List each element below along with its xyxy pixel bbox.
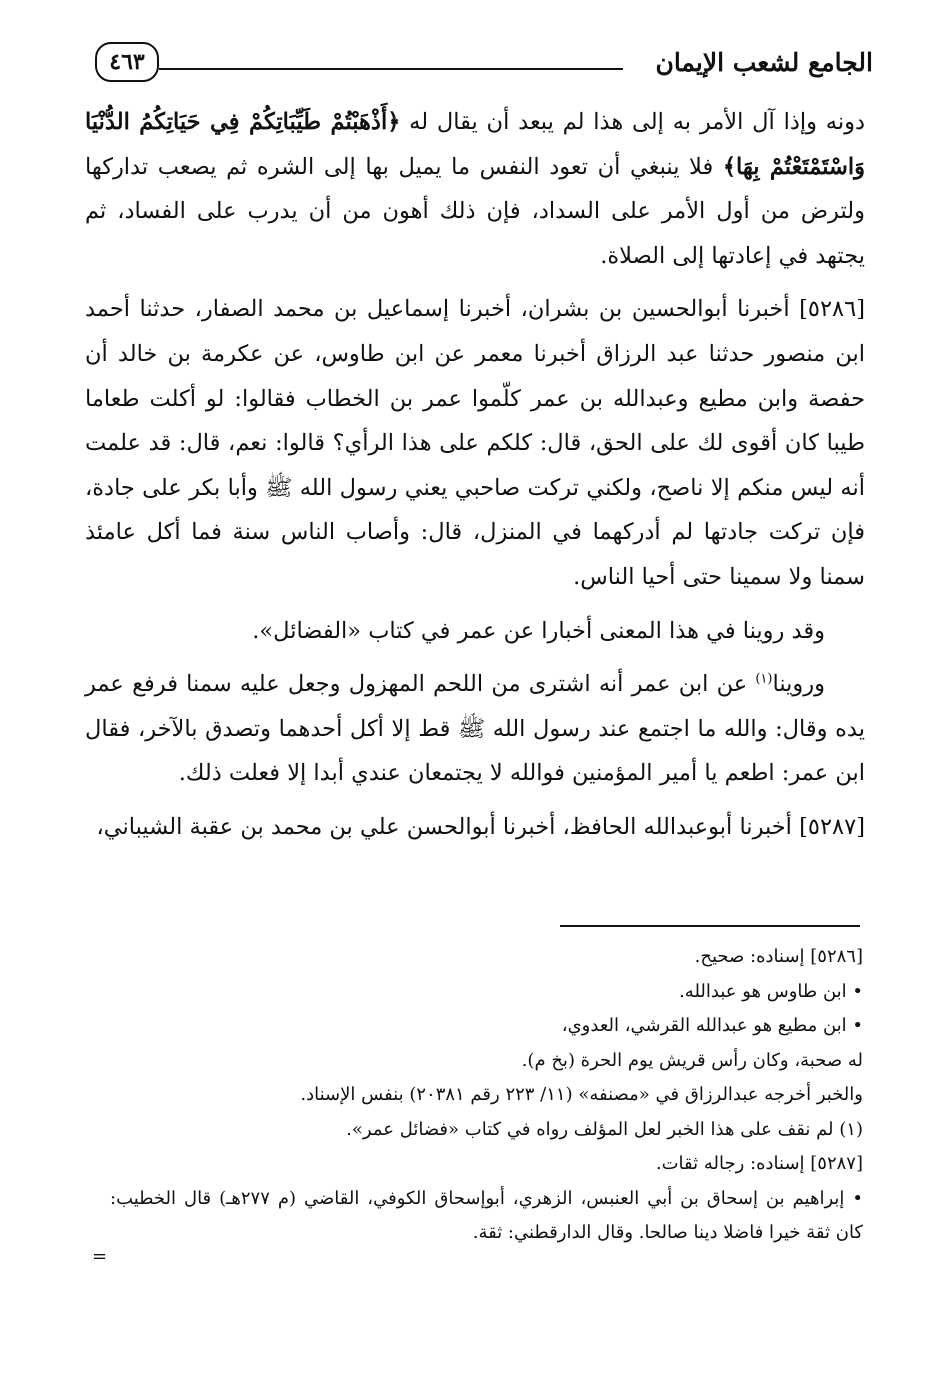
footnote-note: • ابن طاوس هو عبدالله. bbox=[679, 980, 863, 1002]
continuation-mark: = bbox=[92, 1246, 108, 1267]
paragraph-1-end: فلا ينبغي أن تعود النفس ما يميل بها إلى الشره ثم يصعب تداركها ولترض من أول الأمر على السداد، فإن ذلك أهون من أن يدرب على الفساد، ثم يجتهد في إعادتها إلى الصلاة. bbox=[85, 153, 865, 269]
header-rule bbox=[159, 68, 623, 70]
paragraph-1 bbox=[85, 100, 865, 278]
footnote-note: والخبر أخرجه عبدالرزاق في «مصنفه» (١١/ ٢٢٣ رقم ٢٠٣٨١) بنفس الإسناد. bbox=[300, 1084, 863, 1105]
footnotes bbox=[110, 940, 863, 1251]
paragraph-3: وقد روينا في هذا المعنى أخبارا عن عمر في كتاب «الفضائل». bbox=[252, 617, 825, 644]
footnote-rule bbox=[560, 925, 860, 927]
paragraph-1-start: دونه وإذا آل الأمر به إلى هذا لم يبعد أن يقال له bbox=[400, 109, 865, 135]
footnote-note: • ابن مطيع هو عبدالله القرشي، العدوي، bbox=[561, 1015, 863, 1036]
paragraph-4-start: وروينا bbox=[772, 671, 825, 698]
footnote-note: له صحبة، وكان رأس قريش يوم الحرة (بخ م). bbox=[521, 1049, 863, 1071]
quran-verse: ﴿أَذْهَبْتُمْ طَيِّبَاتِكُمْ فِي حَيَاتِكُمُ الدُّنْيَا وَاسْتَمْتَعْتُمْ بِهَا﴾ bbox=[85, 109, 865, 180]
footnote-ref-1: (١) bbox=[755, 671, 773, 687]
footnote-1: (١) لم نقف على هذا الخبر لعل المؤلف رواه في كتاب «فضائل عمر». bbox=[346, 1118, 863, 1140]
footnote-5287-grade: [٥٢٨٧] إسناده: رجاله ثقات. bbox=[655, 1153, 863, 1174]
hadith-5286: [٥٢٨٦] أخبرنا أبوالحسين بن بشران، أخبرنا إسماعيل بن محمد الصفار، حدثنا أحمد ابن منصور حدثنا عبد الرزاق أخبرنا معمر عن ابن طاوس، عن عكرمة بن خالد أن حفصة وابن مطيع وعبدالله بن عمر كلّموا عمر بن الخطاب فقالوا: لو أكلت طعاما طيبا كان أقوى لك على الحق، قال: كلكم على هذا الرأي؟ قالوا: نعم، قال: قد علمت أنه ليس منكم إلا ناصح، ولكني تركت صاحبي يعني رسول الله ﷺ وأبا بكر على جادة، فإن تركت جادتها لم أدركهما في المنزل، قال: وأصاب الناس سنة فما أكل عامئذ سمنا ولا سمينا حتى أحيا الناس. bbox=[85, 296, 865, 590]
paragraph-4 bbox=[85, 662, 865, 796]
page-number: ٤٦٣ bbox=[95, 42, 159, 82]
page-header bbox=[95, 38, 873, 92]
hadith-5287: [٥٢٨٧] أخبرنا أبوعبدالله الحافظ، أخبرنا أبوالحسن علي بن محمد بن عقبة الشيباني، bbox=[96, 813, 865, 840]
running-title: الجامع لشعب الإيمان bbox=[655, 48, 873, 77]
footnote-note: • إبراهيم بن إسحاق بن أبي العنبس، الزهري، أبوإسحاق الكوفي، القاضي (م ٢٧٧هـ) قال الخطيب: كان ثقة خيرا فاضلا دينا صالحا. وقال الدارقطني: ثقة. bbox=[110, 1187, 863, 1243]
paragraph-4-rest: عن ابن عمر أنه اشترى من اللحم المهزول وجعل عليه سمنا فرفع عمر يده وقال: والله ما اجتمع عند رسول الله ﷺ قط إلا أكل أحدهما وتصدق بالآخر، فقال ابن عمر: اطعم يا أمير المؤمنين فوالله لا يجتمعان عندي أبدا إلا فعلت ذلك. bbox=[85, 671, 865, 787]
main-text bbox=[85, 100, 865, 859]
footnote-5286-grade: [٥٢٨٦] إسناده: صحيح. bbox=[694, 946, 863, 967]
